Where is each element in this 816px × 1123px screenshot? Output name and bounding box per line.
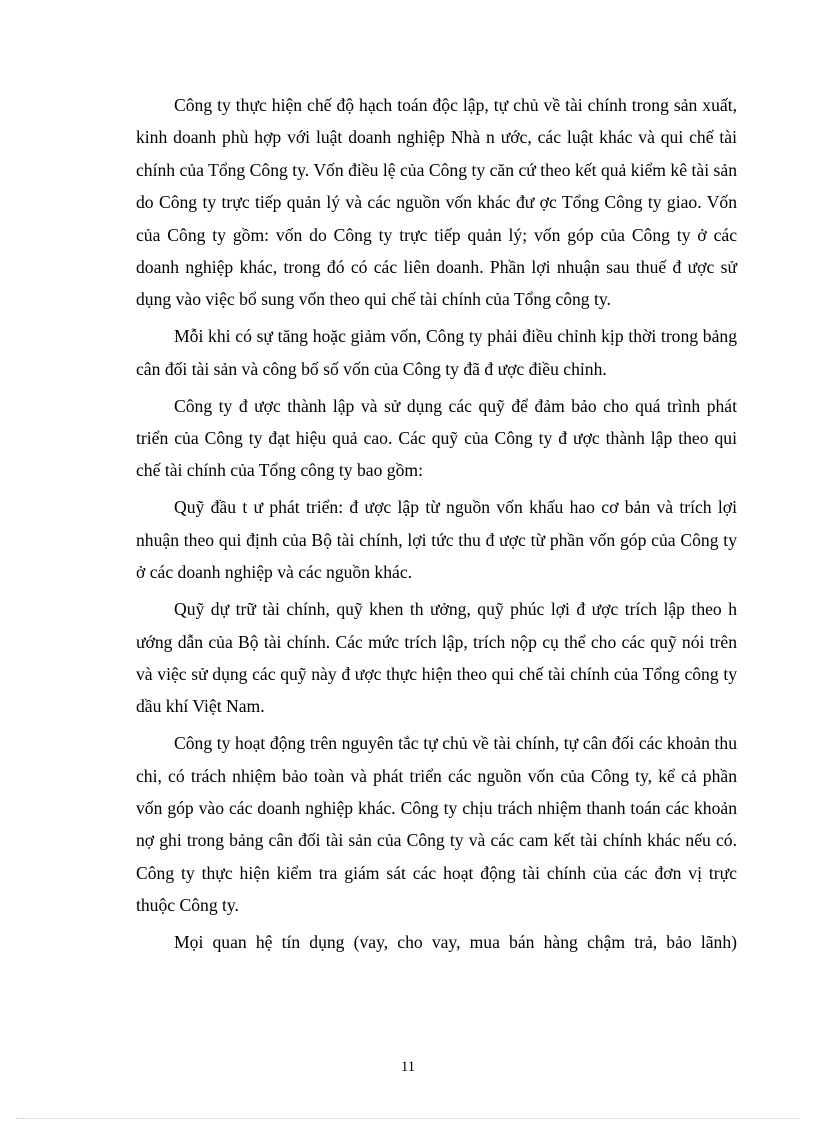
paragraph-capital-accounting: Công ty thực hiện chế độ hạch toán độc lập, tự chủ về tài chính trong sản xuất, kinh doanh phù hợp với luật doanh nghiệp Nhà n ước, các luật khác và qui chế tài chính của Tổng Công ty. Vốn điều lệ của Công ty căn cứ theo kết quả kiểm kê tài sản do Công ty trực tiếp quản lý và các nguồn vốn khác đư ợc Tổng Công ty giao. Vốn của Công ty gồm: vốn do Công ty trực tiếp quản lý; vốn góp của Công ty ở các doanh nghiệp khác, trong đó có các liên doanh. Phần lợi nhuận sau thuế đ ược sử dụng vào việc bổ sung vốn theo qui chế tài chính của Tổng công ty.	[136, 95, 742, 310]
paragraph-reserve-funds: Quỹ dự trữ tài chính, quỹ khen th ưởng, quỹ phúc lợi đ ược trích lập theo h ướng dẫn của Bộ tài chính. Các mức trích lập, trích nộp cụ thể cho các quỹ nói trên và việc sử dụng các quỹ này đ ược thực hiện theo qui chế tài chính của Tổng công ty dầu khí Việt Nam.	[136, 599, 742, 717]
paragraph-funds-establishment: Công ty đ ược thành lập và sử dụng các quỹ để đảm bảo cho quá trình phát triển của Công ty đạt hiệu quả cao. Các quỹ của Công ty đ ược thành lập theo qui chế tài chính của Tổng công ty bao gồm:	[136, 395, 742, 481]
paragraph-capital-adjustment: Mỗi khi có sự tăng hoặc giảm vốn, Công ty phải điều chỉnh kịp thời trong bảng cân đối tài sản và công bố số vốn của Công ty đã đ ược điều chỉnh.	[136, 326, 742, 379]
page-number: 11	[401, 1059, 415, 1075]
document-body	[136, 89, 742, 963]
paragraph-financial-autonomy: Công ty hoạt động trên nguyên tắc tự chủ về tài chính, tự cân đối các khoản thu chi, có trách nhiệm bảo toàn và phát triển các nguồn vốn của Công ty, kể cả phần vốn góp vào các doanh nghiệp khác. Công ty chịu trách nhiệm thanh toán các khoản nợ ghi trong bảng cân đối tài sản của Công ty và các cam kết tài chính khác nếu có. Công ty thực hiện kiểm tra giám sát các hoạt động tài chính của các đơn vị trực thuộc Công ty.	[136, 733, 742, 916]
page-bottom-divider	[16, 1118, 800, 1119]
paragraph-development-fund: Quỹ đầu t ư phát triển: đ ược lập từ nguồn vốn khấu hao cơ bản và trích lợi nhuận theo qui định của Bộ tài chính, lợi tức thu đ ược từ phần vốn góp của Công ty ở các doanh nghiệp và các nguồn khác.	[136, 497, 742, 583]
paragraph-credit-relations: Mọi quan hệ tín dụng (vay, cho vay, mua bán hàng chậm trả, bảo lãnh)	[174, 932, 737, 953]
